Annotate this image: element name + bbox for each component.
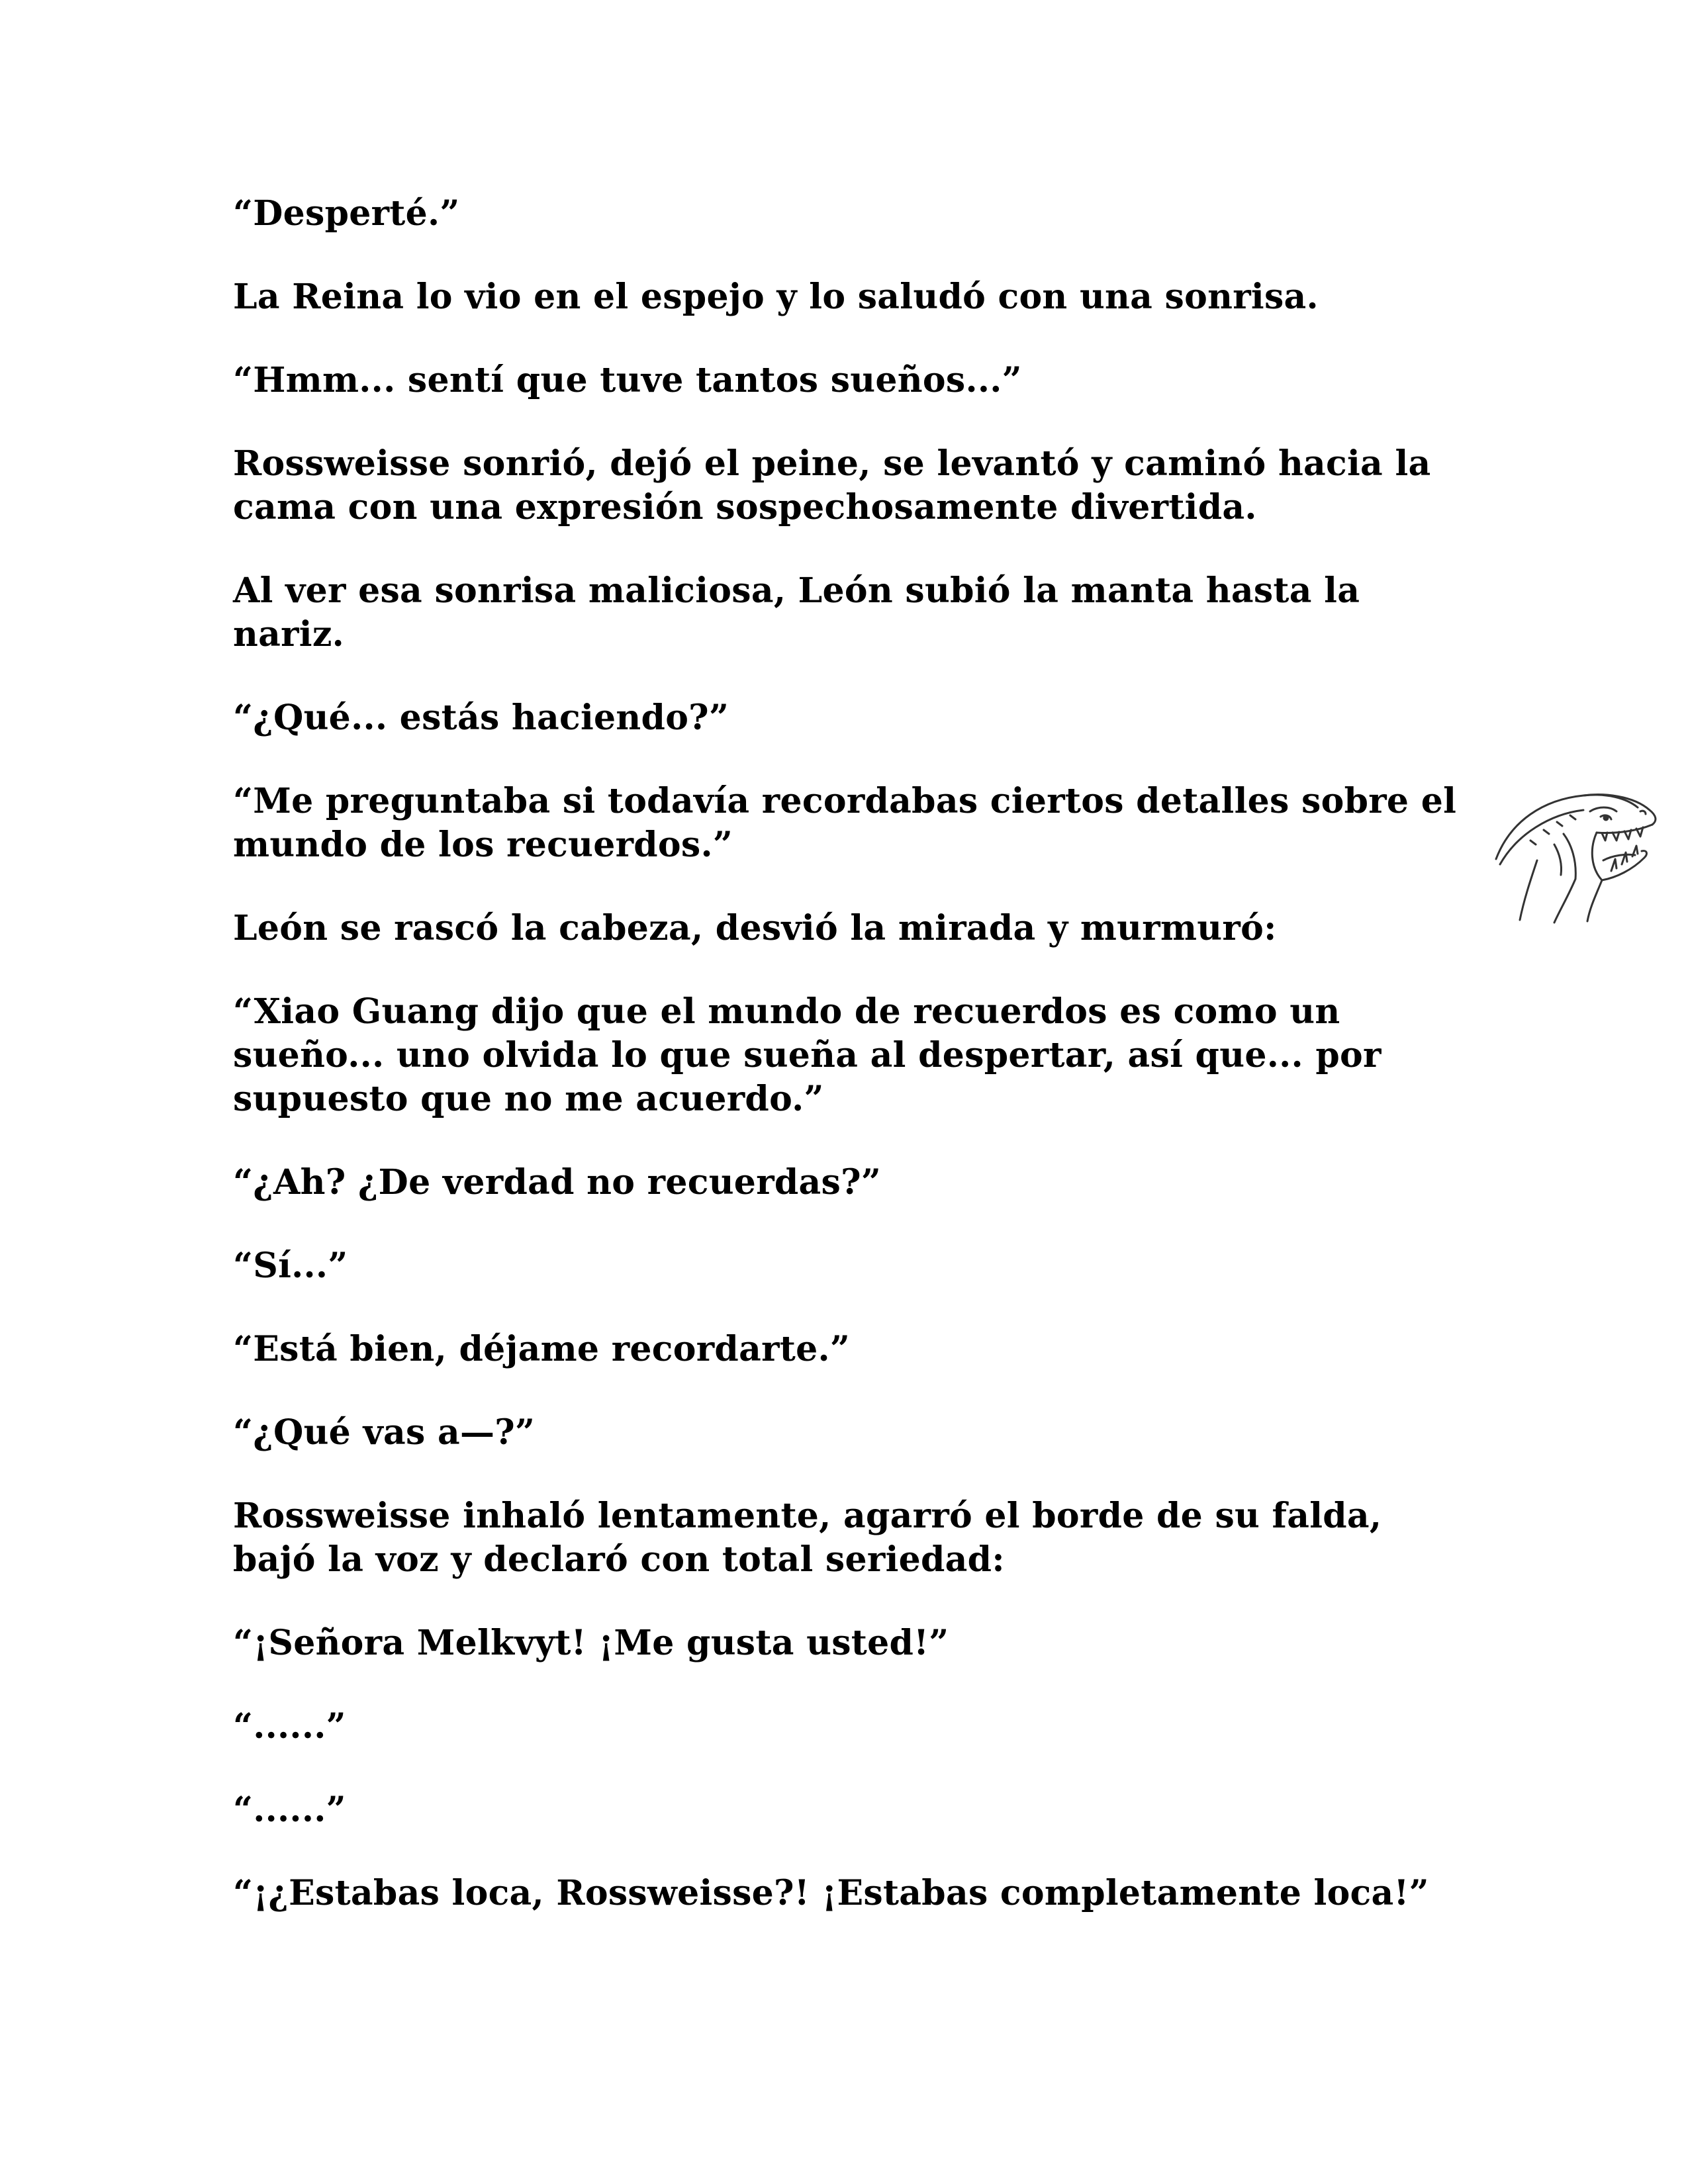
paragraph: “......” [233,1706,346,1747]
paragraph: “¿Qué vas a—?” [233,1412,536,1453]
paragraph: Al ver esa sonrisa maliciosa, León subió la manta hasta la nariz. [233,570,1360,655]
paragraph: “Xiao Guang dijo que el mundo de recuerdos es como un sueño... uno olvida lo que sueña al despertar, así que... por supuesto que no me acuerdo.” [233,991,1382,1119]
paragraph: “¡¿Estabas loca, Rossweisse?! ¡Estabas completamente loca!” [233,1873,1429,1913]
paragraph: “Está bien, déjame recordarte.” [233,1329,851,1369]
paragraph: “¡Señora Melkvyt! ¡Me gusta usted!” [233,1623,949,1663]
paragraph: “¿Qué... estás haciendo?” [233,698,729,738]
paragraph: “Hmm... sentí que tuve tantos sueños...” [233,360,1022,400]
paragraph: “......” [233,1790,346,1830]
paragraph: Rossweisse sonrió, dejó el peine, se levantó y caminó hacia la cama con una expresión sospechosamente divertida. [233,443,1431,527]
paragraph: La Reina lo vio en el espejo y lo saludó con una sonrisa. [233,277,1319,317]
document-body [233,192,1464,1955]
paragraph: “Me preguntaba si todavía recordabas ciertos detalles sobre el mundo de los recuerdos.” [233,781,1457,865]
dinosaur-head-sketch-icon [1491,781,1665,932]
paragraph: Rossweisse inhaló lentamente, agarró el borde de su falda, bajó la voz y declaró con total seriedad: [233,1496,1382,1580]
paragraph: “Sí...” [233,1246,348,1286]
paragraph: León se rascó la cabeza, desvió la mirada y murmuró: [233,908,1277,948]
paragraph: “¿Ah? ¿De verdad no recuerdas?” [233,1162,882,1203]
paragraph: “Desperté.” [233,193,460,234]
